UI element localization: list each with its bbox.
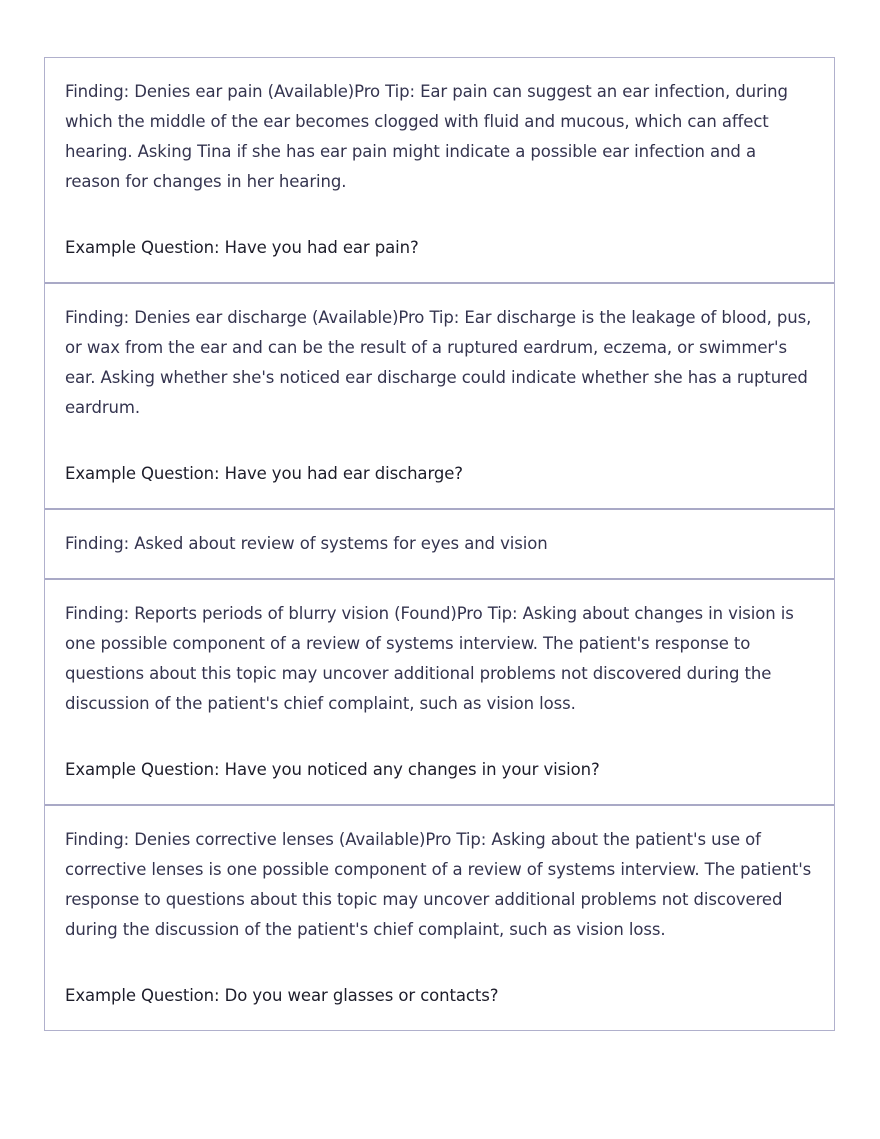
- finding-text: Finding: Asked about review of systems for eyes and vision: [65, 534, 548, 553]
- finding-row: [45, 578, 834, 804]
- finding-text: Finding: Denies ear pain (Available)Pro Tip: Ear pain can suggest an ear infection, during which the middle of the ear becomes clogged with fluid and mucous, which can affect hearing. Asking Tina if she has ear pain might indicate a possible ear infection and a reason for changes in her hearing.: [65, 82, 788, 191]
- finding-row: [45, 282, 834, 508]
- finding-row: [45, 58, 834, 282]
- example-question: Example Question: Do you wear glasses or contacts?: [65, 986, 499, 1005]
- example-question: Example Question: Have you had ear discharge?: [65, 464, 463, 483]
- finding-row: [45, 804, 834, 1030]
- finding-text: Finding: Denies corrective lenses (Available)Pro Tip: Asking about the patient's use of corrective lenses is one possible component of a review of systems interview. The patient's response to questions about this topic may uncover additional problems not discovered during the discussion of the patient's chief complaint, such as vision loss.: [65, 830, 812, 939]
- finding-text: Finding: Reports periods of blurry vision (Found)Pro Tip: Asking about changes in vision is one possible component of a review of systems interview. The patient's response to questions about this topic may uncover additional problems not discovered during the discussion of the patient's chief complaint, such as vision loss.: [65, 604, 794, 713]
- example-question: Example Question: Have you noticed any changes in your vision?: [65, 760, 600, 779]
- example-question: Example Question: Have you had ear pain?: [65, 238, 419, 257]
- finding-text: Finding: Denies ear discharge (Available)Pro Tip: Ear discharge is the leakage of blood, pus, or wax from the ear and can be the result of a ruptured eardrum, eczema, or swimmer's ear. Asking whether she's noticed ear discharge could indicate whether she has a ruptured eardrum.: [65, 308, 812, 417]
- finding-row: [45, 508, 834, 578]
- findings-list: [44, 57, 835, 1031]
